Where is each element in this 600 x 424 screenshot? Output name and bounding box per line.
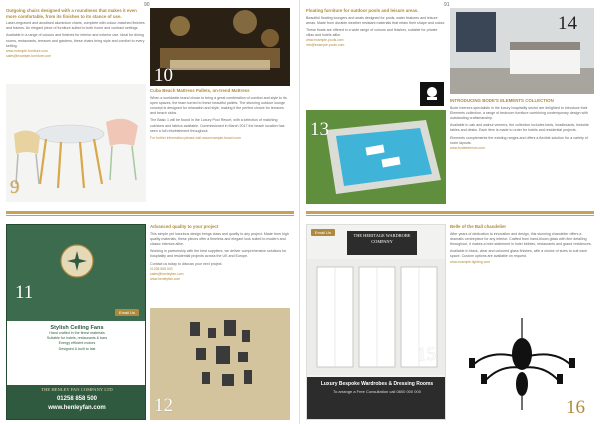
fan-crest-icon bbox=[59, 243, 95, 279]
item-12-photo bbox=[150, 308, 290, 420]
item-10-number: 10 bbox=[154, 65, 173, 86]
item-13-body-2: These floats are offered in a wide range of colours and finishes, suitable for private villas and hotels alike. bbox=[306, 27, 438, 38]
heritage-phone[interactable]: To arrange a Free Consultation call 0800 000 000 bbox=[333, 389, 421, 394]
item-9-body: Laser-engraved and anodised aluminium chairs, complete with colour-matched finishes and frames. An elegant piece of furniture suited to both home and contract settings. bbox=[6, 21, 145, 31]
henley-web[interactable]: www.henleyfan.com bbox=[48, 405, 106, 411]
item-14-photo bbox=[450, 8, 594, 94]
henley-line-1: Hand crafted in the finest materials bbox=[49, 331, 105, 335]
item-10-photo bbox=[150, 8, 290, 86]
page-number-right: 91 bbox=[444, 2, 450, 8]
item-11-text bbox=[150, 224, 290, 304]
item-16-text bbox=[450, 224, 594, 318]
item-16-number: 16 bbox=[566, 397, 585, 418]
item-13-pool-photo bbox=[306, 110, 446, 204]
item-15-number: 15 bbox=[417, 344, 436, 365]
item-9-link-2[interactable]: sales@example-furniture.com bbox=[6, 54, 52, 59]
section-divider-left bbox=[6, 211, 294, 214]
item-13-text bbox=[306, 8, 446, 80]
item-9-link-1[interactable]: www.example-furniture.com bbox=[6, 49, 48, 54]
item-16-chandelier-photo bbox=[450, 318, 594, 420]
item-16-body: After years of dedication to innovation and design, this stunning chandelier offers a dramatic centrepiece for any interior. Crafted from hand-blown glass with fine detailing throughout, it makes a bold statement in hotel lobbies, restaurants and grand residences. bbox=[450, 231, 592, 246]
item-10-heading: Cuba Beach Mattress Pallets, on-trend Mattress bbox=[150, 88, 250, 93]
item-13-number: 13 bbox=[310, 119, 329, 140]
item-9-text bbox=[6, 8, 146, 78]
item-14-link[interactable]: www.bodeinteriors.com bbox=[450, 145, 486, 150]
page-number-left: 90 bbox=[144, 2, 150, 8]
item-14-body-2: Available in oak and walnut veneers, the collection includes beds, headboards, bedside tables and desks. Each item is made to order for hotels and residential projects. bbox=[450, 123, 589, 133]
item-11-link-3[interactable]: www.henleyfan.com bbox=[150, 276, 181, 281]
item-9-chairs-photo bbox=[6, 84, 146, 202]
item-16-heading: Belle of the Ball chandelier bbox=[450, 224, 507, 229]
brand-logo bbox=[420, 82, 444, 106]
item-16-link[interactable]: www.example-lighting.com bbox=[450, 259, 491, 264]
henley-fan-advert bbox=[6, 224, 146, 420]
item-14-text bbox=[450, 98, 594, 206]
item-13-heading: Floating furniture for outdoor pools and leisure areas. bbox=[306, 8, 419, 13]
heritage-tagline: Luxury Bespoke Wardrobes & Dressing Rooms bbox=[320, 381, 434, 387]
item-11-body-3: Contact us today to discuss your next project. bbox=[150, 261, 223, 266]
heritage-logo bbox=[347, 231, 417, 255]
item-11-body: This simple yet luxurious design brings class and quality to any project. Made from high quality materials, these pieces offer a timeless and elegant look suited to modern and classic interiors alike. bbox=[150, 231, 289, 246]
item-13-link-1[interactable]: www.example-pools.com bbox=[306, 38, 344, 43]
item-14-body: Bode Interiors specialists in the luxury hospitality sector are delighted to introduce their Elements collection, a range of bedroom furniture combining contemporary design with outstanding craftsmanship. bbox=[450, 105, 588, 120]
item-9-body-2: Available in a range of colours and finishes for interior and exterior use. Ideal for dining rooms, restaurants, terraces and gardens, these chairs bring style and comfort to every setting. bbox=[6, 33, 145, 48]
henley-email-button[interactable]: Email Us bbox=[115, 309, 139, 316]
item-9-number: 9 bbox=[10, 177, 20, 198]
henley-phone[interactable]: 01258 858 500 bbox=[56, 396, 98, 402]
henley-line-2: Suitable for hotels, restaurants & bars bbox=[46, 336, 108, 341]
heritage-footer bbox=[307, 377, 446, 419]
item-13-body: Beautiful floating loungers and seats designed for pools, water features and leisure areas. Made from durable weather resistant materials that retain their shape and colour. bbox=[306, 15, 446, 25]
right-page bbox=[300, 0, 600, 424]
henley-ad-body bbox=[7, 321, 146, 385]
item-13-link-2[interactable]: info@example-pools.com bbox=[306, 43, 345, 48]
heritage-email-button[interactable]: Email Us bbox=[311, 229, 335, 236]
item-11-body-2: Working in partnership with the best suppliers, we deliver comprehensive solutions for hospitality and residential projects across the UK and Europe. bbox=[150, 249, 287, 259]
item-10-body: When a worldwide brand chose to bring a great combination of comfort and style to its open spaces, the team turned to these beautiful pallets. The stunning outdoor lounge concept is designed for relaxation and style, making it the perfect choice for terraces and beach clubs. bbox=[150, 95, 287, 116]
henley-company: THE HENLEY FAN COMPANY LTD bbox=[41, 387, 113, 392]
item-10-text bbox=[150, 88, 290, 206]
henley-line-3: Energy efficient motors bbox=[58, 341, 96, 346]
item-16-body-2: Available in black, clear and coloured glass finishes, with a choice of sizes to suit each space. Custom options are available on request. bbox=[450, 249, 588, 259]
item-11-link-2[interactable]: sales@henleyfan.com bbox=[150, 271, 184, 276]
item-11-link-1[interactable]: 01258 858 500 bbox=[150, 266, 173, 271]
item-14-body-3: Elements complements the existing ranges and offers a flexible solution for a variety of room layouts. bbox=[450, 135, 588, 145]
heritage-wardrobe-advert bbox=[306, 224, 446, 420]
logo-icon bbox=[420, 82, 444, 106]
heritage-logo-text: THE HERITAGE WARDROBE COMPANY bbox=[353, 233, 411, 244]
item-11-heading: Advanced quality to your project bbox=[150, 224, 219, 229]
item-10-body-2: The Basic 1 will be found in the Luxury Pool Resort, with a selection of matching cushions and fabrics available. Commissioned in March 2017 the beach location has seen a full refurbishment throughout. bbox=[150, 118, 285, 133]
chairs-illustration bbox=[6, 84, 146, 202]
item-10-link[interactable]: For further information please visit www.example-beach.com bbox=[150, 135, 241, 140]
henley-line-4: Designed & built to last bbox=[58, 346, 96, 351]
item-11-number: 11 bbox=[15, 282, 34, 303]
item-14-heading: INTRODUCING BODE'S ELEMENTS COLLECTION bbox=[450, 98, 554, 103]
henley-ad-title: Stylish Ceiling Fans bbox=[50, 325, 104, 331]
section-divider-right bbox=[306, 211, 594, 214]
item-14-number: 14 bbox=[558, 13, 577, 34]
item-9-heading: Outgoing chairs designed with a roundness that makes it even more comfortable, from its finishes to its stance of use. bbox=[6, 8, 137, 19]
item-12-number: 12 bbox=[154, 395, 173, 416]
